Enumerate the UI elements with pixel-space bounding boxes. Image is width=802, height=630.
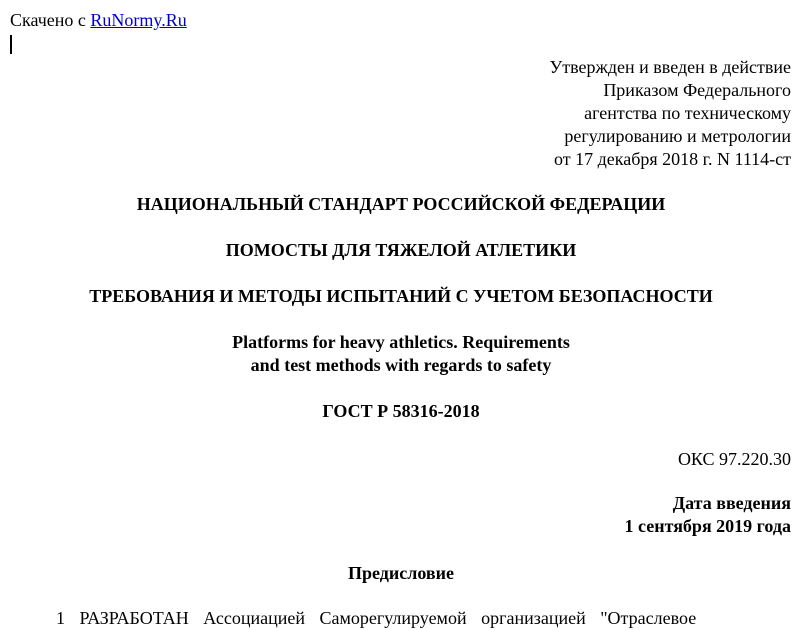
approval-line: регулированию и метрологии <box>564 126 791 146</box>
approval-block <box>549 56 791 171</box>
oks-code: ОКС 97.220.30 <box>677 449 791 469</box>
source-link[interactable]: RuNormy.Ru <box>90 10 187 30</box>
text-cursor <box>10 35 12 54</box>
preface-heading: Предисловие <box>348 563 454 583</box>
english-title <box>0 331 802 377</box>
gost-number: ГОСТ Р 58316-2018 <box>322 401 480 421</box>
approval-line: Приказом Федерального <box>603 80 791 100</box>
intro-date-value: 1 сентября 2019 года <box>624 516 791 536</box>
intro-date-label: Дата введения <box>672 493 791 513</box>
preface-paragraph-partial: 1 РАЗРАБОТАН Ассоциацией Саморегулируемой организацией "Отраслевое <box>56 608 697 628</box>
national-standard-heading: НАЦИОНАЛЬНЫЙ СТАНДАРТ РОССИЙСКОЙ ФЕДЕРАЦИИ <box>136 194 666 214</box>
approval-line: от 17 декабря 2018 г. N 1114-ст <box>553 149 791 169</box>
english-title-line: and test methods with regards to safety <box>250 355 552 375</box>
approval-line: Утвержден и введен в действие <box>549 57 791 77</box>
standard-title: ПОМОСТЫ ДЛЯ ТЯЖЕЛОЙ АТЛЕТИКИ <box>225 240 577 260</box>
intro-date-block <box>625 492 791 538</box>
standard-subtitle: ТРЕБОВАНИЯ И МЕТОДЫ ИСПЫТАНИЙ С УЧЕТОМ БЕЗОПАСНОСТИ <box>89 286 713 306</box>
source-prefix: Скачено с <box>10 10 86 30</box>
approval-line: агентства по техническому <box>584 103 791 123</box>
source-line <box>10 9 187 32</box>
english-title-line: Platforms for heavy athletics. Requirements <box>232 332 570 352</box>
